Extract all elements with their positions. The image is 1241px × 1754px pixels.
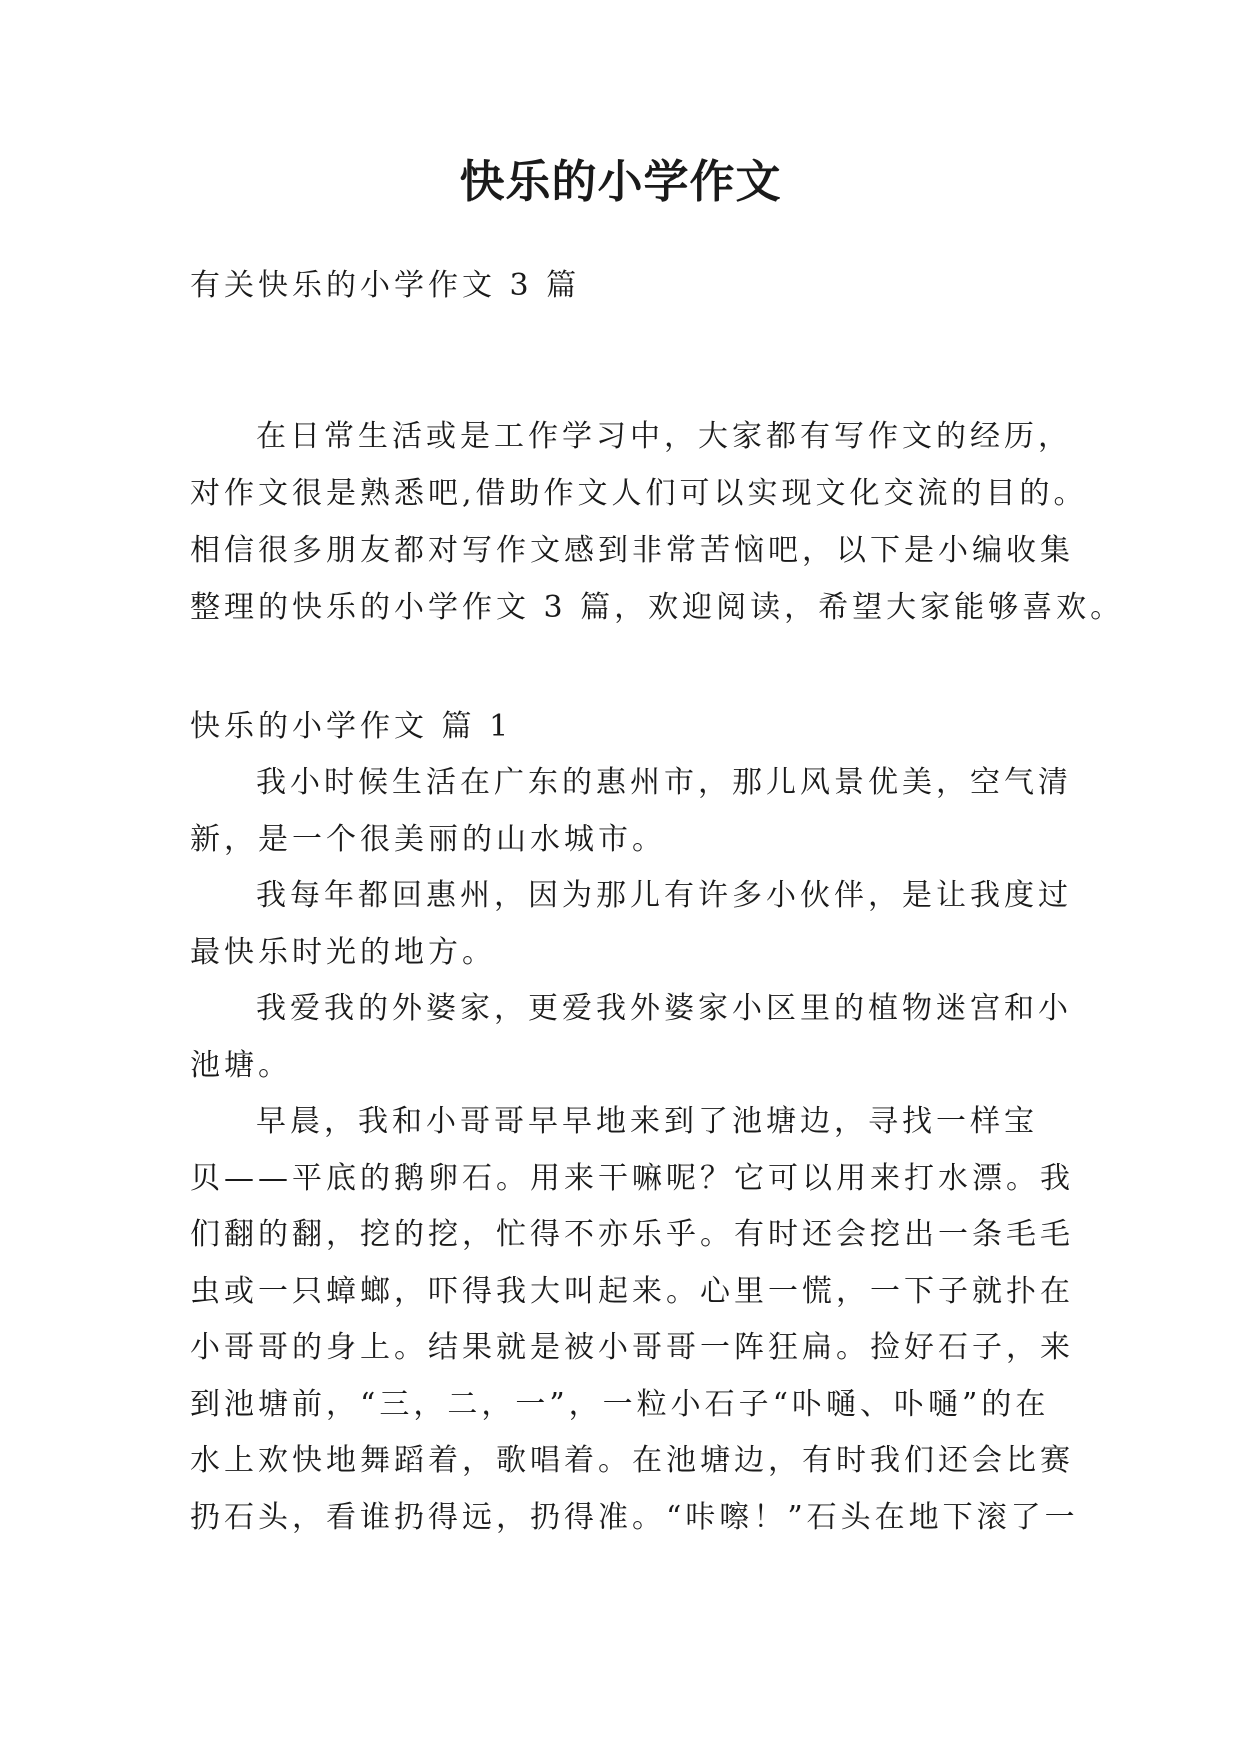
body-line: 小哥哥的身上。结果就是被小哥哥一阵狂扁。捡好石子，来 [190,1330,1074,1365]
body-line: 我每年都回惠州，因为那儿有许多小伙伴，是让我度过 [256,878,1072,913]
body-line: 们翻的翻，挖的挖，忙得不亦乐乎。有时还会挖出一条毛毛 [190,1217,1074,1252]
document-title: 快乐的小学作文 [459,155,782,208]
body-line: 池塘。 [190,1047,292,1083]
intro-line: 对作文很是熟悉吧,借助作文人们可以实现文化交流的目的。 [190,476,1088,511]
body-line: 扔石头，看谁扔得远，扔得准。“咔嚓！”石头在地下滚了一 [190,1499,1079,1535]
body-line: 我爱我的外婆家，更爱我外婆家小区里的植物迷宫和小 [256,991,1072,1026]
intro-line: 整理的快乐的小学作文 3 篇，欢迎阅读，希望大家能够喜欢。 [190,590,1125,625]
body-line: 贝——平底的鹅卵石。用来干嘛呢？它可以用来打水漂。我 [190,1160,1074,1196]
body-line: 我小时候生活在广东的惠州市，那儿风景优美，空气清 [256,765,1072,800]
section-heading: 快乐的小学作文 篇 1 [190,709,513,744]
body-line: 最快乐时光的地方。 [190,934,496,970]
body-line: 新，是一个很美丽的山水城市。 [190,821,666,857]
body-line: 早晨，我和小哥哥早早地来到了池塘边，寻找一样宝 [256,1104,1038,1139]
body-line: 到池塘前，“三，二，一”，一粒小石子“卟嗵、卟嗵”的在 [190,1386,1050,1422]
body-line: 水上欢快地舞蹈着，歌唱着。在池塘边，有时我们还会比赛 [190,1443,1074,1478]
body-line: 虫或一只蟑螂，吓得我大叫起来。心里一慌，一下子就扑在 [190,1273,1074,1309]
intro-line: 在日常生活或是工作学习中，大家都有写作文的经历， [256,419,1072,454]
essay-body [190,755,1079,1546]
document-subtitle: 有关快乐的小学作文 3 篇 [190,268,581,303]
intro-paragraph [190,408,1125,636]
intro-line: 相信很多朋友都对写作文感到非常苦恼吧，以下是小编收集 [190,533,1074,568]
